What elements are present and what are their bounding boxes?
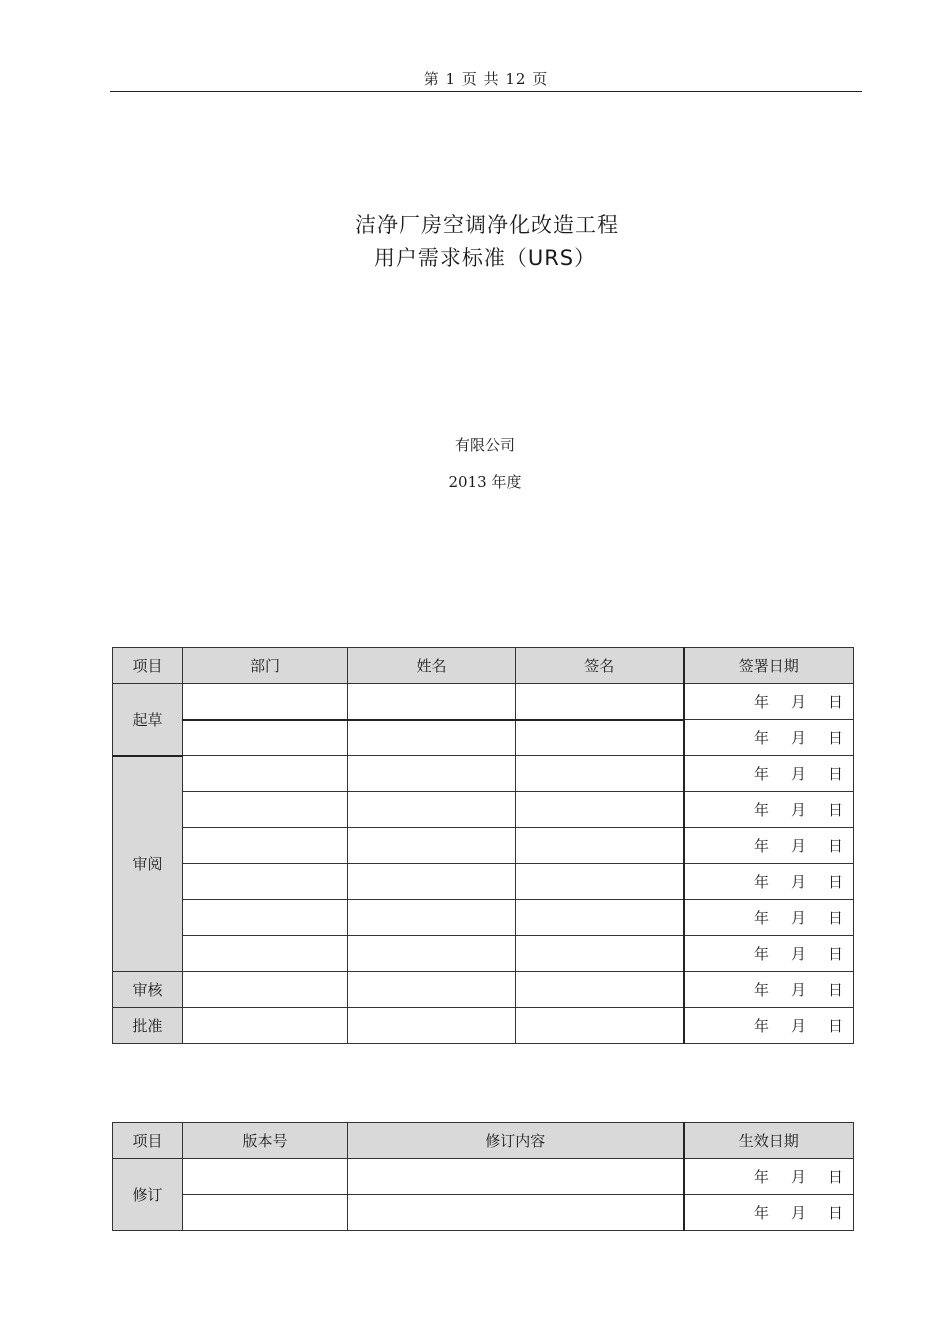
blank-entry-cell[interactable] bbox=[348, 684, 516, 720]
date-year-label: 年 bbox=[753, 873, 769, 891]
document-year: 2013 年度 bbox=[448, 473, 522, 491]
revision-table-header-row bbox=[113, 1123, 854, 1159]
date-year-label: 年 bbox=[753, 909, 769, 927]
blank-entry-cell[interactable] bbox=[183, 756, 348, 792]
date-day-label: 日 bbox=[827, 1168, 843, 1186]
document-title: 洁净厂房空调净化改造工程 bbox=[355, 213, 619, 237]
company-name: 有限公司 bbox=[454, 436, 515, 454]
blank-entry-cell[interactable] bbox=[183, 684, 348, 720]
date-month-label: 月 bbox=[790, 765, 806, 783]
blank-entry-cell[interactable] bbox=[183, 720, 348, 756]
header-revision-content: 修订内容 bbox=[348, 1123, 684, 1159]
date-month-label: 月 bbox=[790, 945, 806, 963]
date-month-label: 月 bbox=[790, 909, 806, 927]
blank-entry-cell[interactable] bbox=[348, 720, 516, 756]
date-day-label: 日 bbox=[827, 873, 843, 891]
table-row bbox=[113, 972, 854, 1008]
row-group-label: 修订 bbox=[113, 1159, 183, 1231]
blank-entry-cell[interactable] bbox=[516, 936, 684, 972]
blank-entry-cell[interactable] bbox=[516, 864, 684, 900]
date-day-label: 日 bbox=[827, 909, 843, 927]
date-day-label: 日 bbox=[827, 693, 843, 711]
header-sign-date: 签署日期 bbox=[684, 648, 854, 684]
row-group-label: 批准 bbox=[113, 1008, 183, 1044]
blank-entry-cell[interactable] bbox=[348, 864, 516, 900]
date-cell[interactable] bbox=[684, 828, 854, 864]
table-row bbox=[113, 720, 854, 756]
row-group-label: 审阅 bbox=[113, 756, 183, 972]
document-subtitle: 用户需求标准（URS） bbox=[373, 246, 597, 270]
table-row bbox=[113, 864, 854, 900]
date-cell[interactable] bbox=[684, 1159, 854, 1195]
date-cell[interactable] bbox=[684, 792, 854, 828]
table-row bbox=[113, 828, 854, 864]
date-cell[interactable] bbox=[684, 972, 854, 1008]
date-month-label: 月 bbox=[790, 693, 806, 711]
date-year-label: 年 bbox=[753, 945, 769, 963]
date-cell[interactable] bbox=[684, 756, 854, 792]
date-year-label: 年 bbox=[753, 801, 769, 819]
blank-entry-cell[interactable] bbox=[183, 1159, 348, 1195]
date-month-label: 月 bbox=[790, 1204, 806, 1222]
blank-entry-cell[interactable] bbox=[348, 1008, 516, 1044]
blank-entry-cell[interactable] bbox=[183, 1008, 348, 1044]
date-year-label: 年 bbox=[753, 1017, 769, 1035]
blank-entry-cell[interactable] bbox=[183, 864, 348, 900]
blank-entry-cell[interactable] bbox=[183, 792, 348, 828]
date-month-label: 月 bbox=[790, 837, 806, 855]
blank-entry-cell[interactable] bbox=[516, 792, 684, 828]
row-group-label: 审核 bbox=[113, 972, 183, 1008]
table-row bbox=[113, 1159, 854, 1195]
header-rule bbox=[110, 91, 862, 92]
blank-entry-cell[interactable] bbox=[183, 1195, 348, 1231]
date-year-label: 年 bbox=[753, 1168, 769, 1186]
revision-table bbox=[112, 1122, 854, 1231]
row-group-label: 起草 bbox=[113, 684, 183, 756]
header-item: 项目 bbox=[113, 648, 183, 684]
header-item: 项目 bbox=[113, 1123, 183, 1159]
table-row bbox=[113, 756, 854, 792]
blank-entry-cell[interactable] bbox=[348, 792, 516, 828]
date-day-label: 日 bbox=[827, 729, 843, 747]
table-row bbox=[113, 792, 854, 828]
date-day-label: 日 bbox=[827, 801, 843, 819]
blank-entry-cell[interactable] bbox=[348, 756, 516, 792]
date-day-label: 日 bbox=[827, 1017, 843, 1035]
date-month-label: 月 bbox=[790, 1017, 806, 1035]
date-year-label: 年 bbox=[753, 729, 769, 747]
date-month-label: 月 bbox=[790, 1168, 806, 1186]
header-department: 部门 bbox=[183, 648, 348, 684]
blank-entry-cell[interactable] bbox=[348, 900, 516, 936]
signature-table-header-row bbox=[113, 648, 854, 684]
date-day-label: 日 bbox=[827, 945, 843, 963]
date-day-label: 日 bbox=[827, 1204, 843, 1222]
blank-entry-cell[interactable] bbox=[516, 756, 684, 792]
date-year-label: 年 bbox=[753, 693, 769, 711]
date-day-label: 日 bbox=[827, 981, 843, 999]
signature-table bbox=[112, 647, 854, 1044]
date-cell[interactable] bbox=[684, 1195, 854, 1231]
table-row bbox=[113, 900, 854, 936]
date-month-label: 月 bbox=[790, 801, 806, 819]
blank-entry-cell[interactable] bbox=[348, 1195, 684, 1231]
blank-entry-cell[interactable] bbox=[348, 828, 516, 864]
blank-entry-cell[interactable] bbox=[516, 1008, 684, 1044]
blank-entry-cell[interactable] bbox=[348, 936, 516, 972]
header-name: 姓名 bbox=[348, 648, 516, 684]
table-row bbox=[113, 936, 854, 972]
header-version: 版本号 bbox=[183, 1123, 348, 1159]
date-year-label: 年 bbox=[753, 837, 769, 855]
date-day-label: 日 bbox=[827, 837, 843, 855]
table-row bbox=[113, 684, 854, 720]
blank-entry-cell[interactable] bbox=[183, 900, 348, 936]
date-day-label: 日 bbox=[827, 765, 843, 783]
date-year-label: 年 bbox=[753, 981, 769, 999]
date-month-label: 月 bbox=[790, 729, 806, 747]
blank-entry-cell[interactable] bbox=[348, 972, 516, 1008]
date-cell[interactable] bbox=[684, 684, 854, 720]
blank-entry-cell[interactable] bbox=[183, 936, 348, 972]
date-month-label: 月 bbox=[790, 873, 806, 891]
blank-entry-cell[interactable] bbox=[183, 972, 348, 1008]
date-cell[interactable] bbox=[684, 936, 854, 972]
blank-entry-cell[interactable] bbox=[183, 828, 348, 864]
page-number-header: 第 1 页 共 12 页 bbox=[423, 70, 549, 88]
blank-entry-cell[interactable] bbox=[348, 1159, 684, 1195]
blank-entry-cell[interactable] bbox=[516, 900, 684, 936]
blank-entry-cell[interactable] bbox=[516, 828, 684, 864]
header-signature: 签名 bbox=[516, 648, 684, 684]
date-cell[interactable] bbox=[684, 720, 854, 756]
blank-entry-cell[interactable] bbox=[516, 720, 684, 756]
table-row bbox=[113, 1008, 854, 1044]
date-year-label: 年 bbox=[753, 1204, 769, 1222]
date-month-label: 月 bbox=[790, 981, 806, 999]
date-cell[interactable] bbox=[684, 1008, 854, 1044]
date-cell[interactable] bbox=[684, 864, 854, 900]
blank-entry-cell[interactable] bbox=[516, 972, 684, 1008]
date-year-label: 年 bbox=[753, 765, 769, 783]
blank-entry-cell[interactable] bbox=[516, 684, 684, 720]
header-effective-date: 生效日期 bbox=[684, 1123, 854, 1159]
table-row bbox=[113, 1195, 854, 1231]
date-cell[interactable] bbox=[684, 900, 854, 936]
